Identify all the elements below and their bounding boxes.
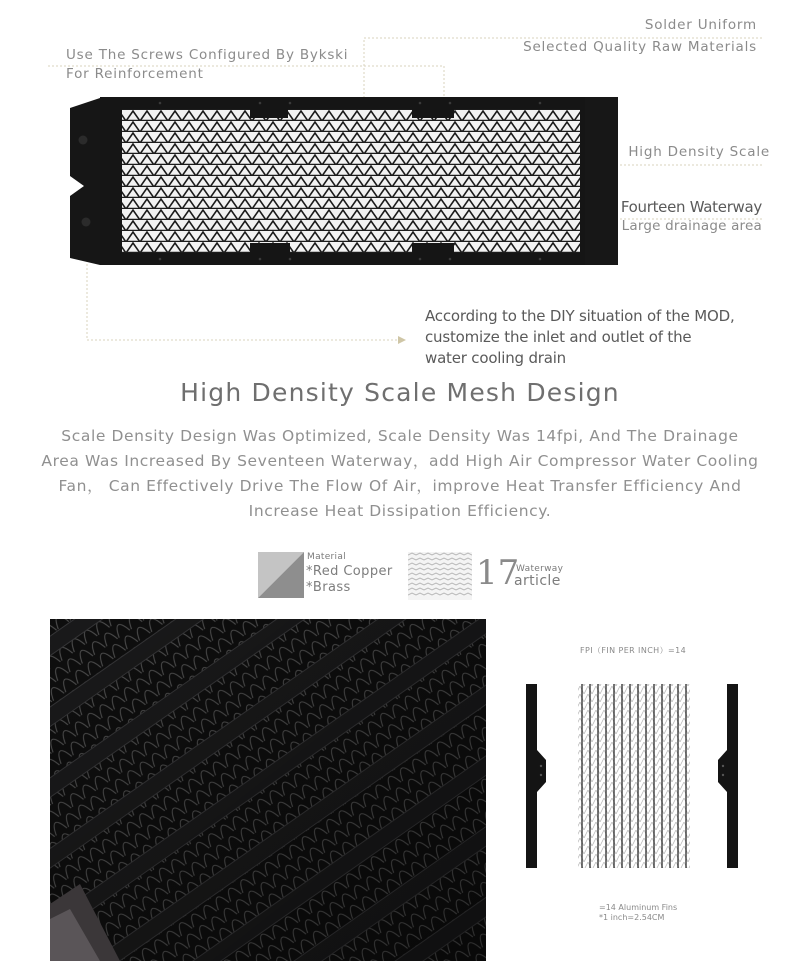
callout-waterway-sub: Large drainage area [621,218,762,234]
material-icon [258,552,304,598]
callout-solder-line1: Solder Uniform [644,17,757,33]
waterway-count: 17 [476,553,520,593]
callout-screws-line1: Use The Screws Configured By Bykski [66,47,349,63]
fin-mesh [122,109,580,253]
fpi-footnote [599,903,677,923]
waterway-label: Waterway [516,564,564,574]
material-list [306,564,393,596]
callout-solder-line2: Selected Quality Raw Materials [523,39,757,55]
fin-closeup-photo [50,619,486,961]
material-item-red-copper: *Red Copper [306,564,393,579]
waterway-unit: article [514,573,561,589]
fpi-note-fins: =14 Aluminum Fins [599,903,678,912]
left-tank [70,98,102,265]
callout-solder [523,16,757,57]
material-item-brass: *Brass [306,580,351,595]
material-label: Material [307,552,346,562]
waterway-wave-icon [408,552,472,600]
fpi-note-inch: *1 inch=2.54CM [599,913,665,922]
callout-waterway-title: Fourteen Waterway [620,198,762,216]
fpi-diagram [520,678,750,873]
callout-diy [425,306,735,369]
callout-screws-line2: For Reinforcement [66,66,204,82]
callout-diy-line1: According to the DIY situation of the MOD, [425,307,735,325]
callout-diy-line2: customize the inlet and outlet of the [425,328,692,346]
callout-high-density: High Density Scale [628,144,770,160]
callout-diy-line3: water cooling drain [425,349,566,367]
callout-screws [66,46,348,84]
callout-waterway [621,198,762,236]
section-heading: High Density Scale Mesh Design [180,378,620,407]
section-description: Scale Density Design Was Optimized, Scale Density Was 14fpi, And The Drainage Area Was Increased By Seventeen Waterway，add High Air Compressor Water Cooling Fan， Can Effectively Drive The Flow Of Air，improve Heat Transfer Efficiency And Increase Heat Dissipation Efficiency. [41,427,759,520]
fpi-title: FPI（FIN PER INCH）=14 [580,646,687,655]
